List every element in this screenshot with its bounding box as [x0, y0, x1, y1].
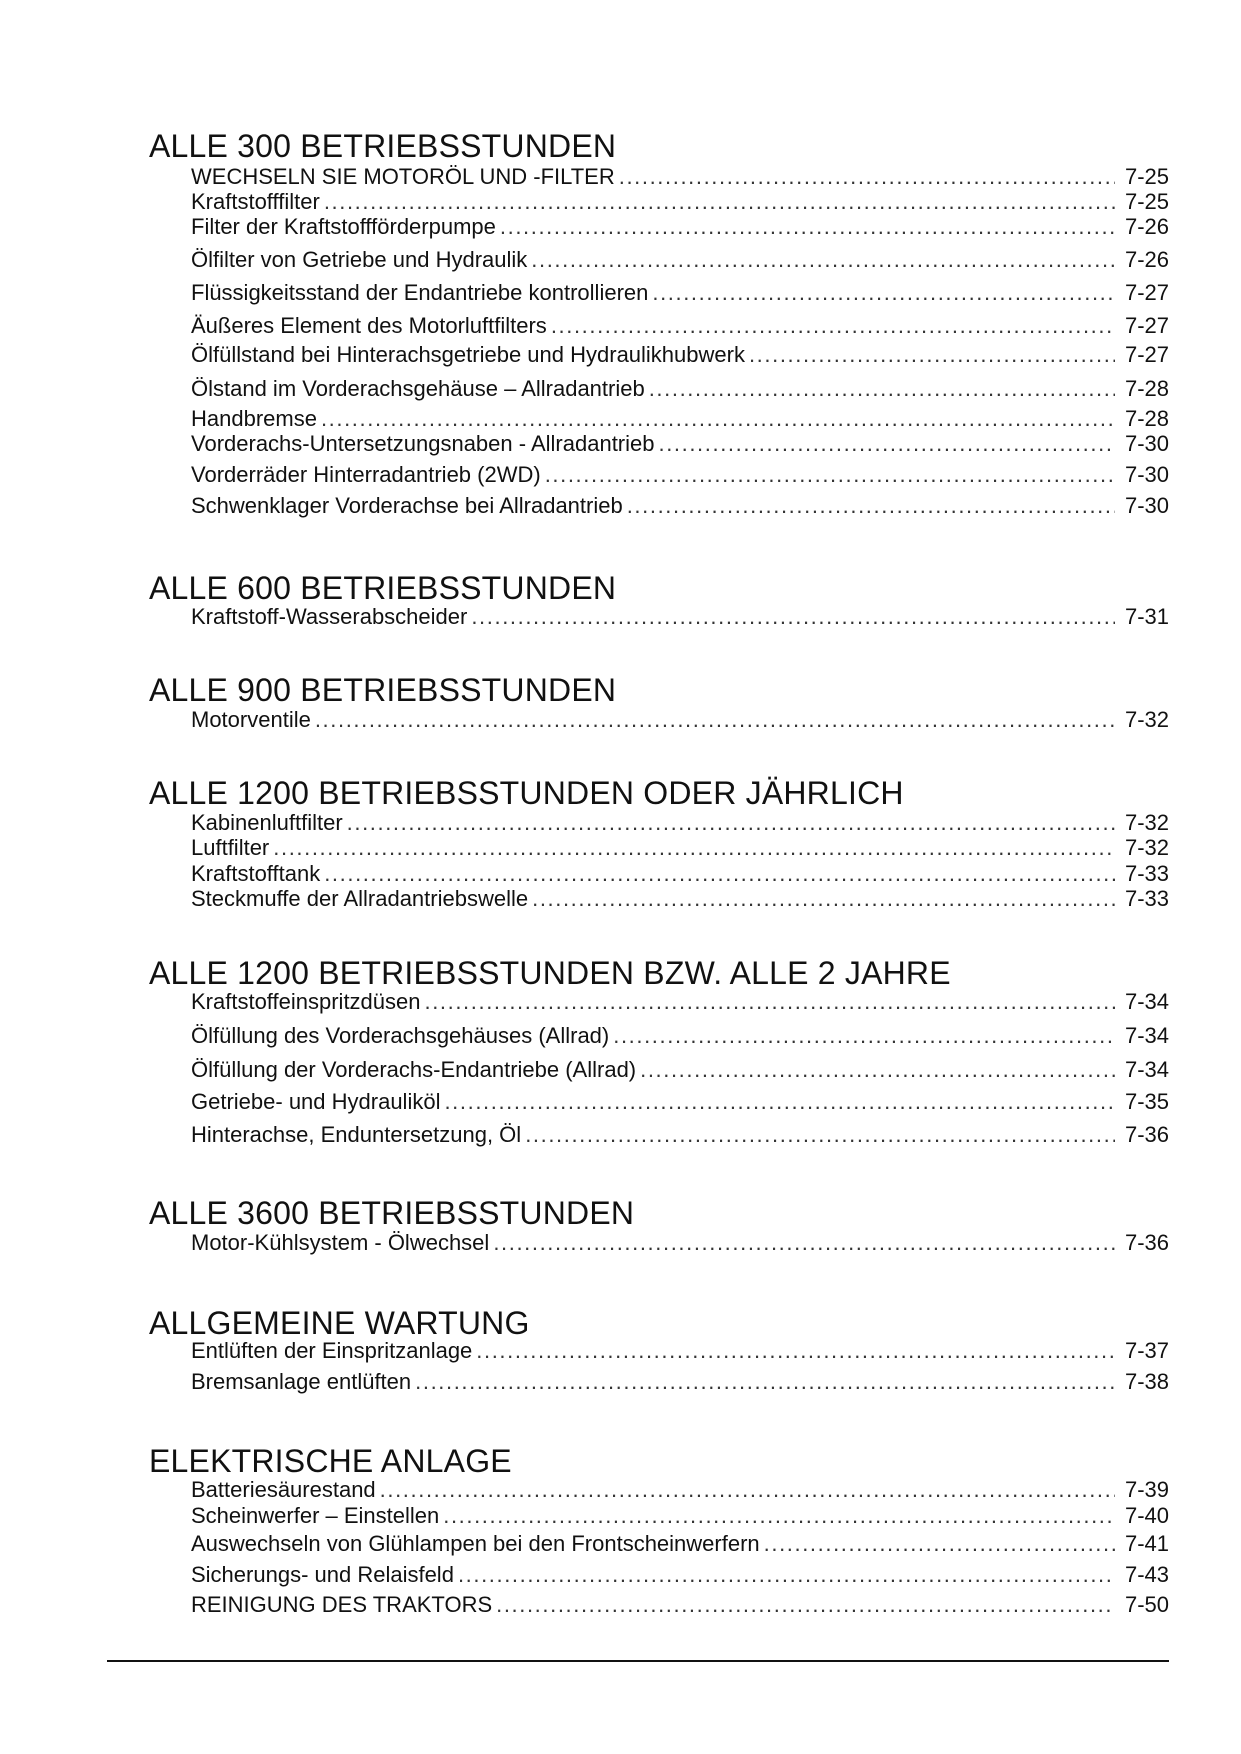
entry-title: WECHSELN SIE MOTORÖL UND -FILTER	[191, 164, 615, 189]
section-heading: ALLE 600 BETRIEBSSTUNDEN	[149, 570, 617, 606]
dot-leader	[531, 247, 1115, 273]
entry-page: 7-34	[1124, 1023, 1169, 1048]
entry-title: Entlüften der Einspritzanlage	[191, 1338, 473, 1363]
toc-entry[interactable]	[191, 1531, 1169, 1557]
toc-entry[interactable]	[191, 189, 1169, 215]
entry-title: Ölfüllung der Vorderachs-Endantriebe (Allrad)	[191, 1057, 637, 1082]
entry-title: Handbremse	[191, 406, 317, 431]
dot-leader	[425, 989, 1116, 1015]
dot-leader	[551, 313, 1115, 339]
toc-entry[interactable]	[191, 989, 1169, 1015]
toc-entry[interactable]	[191, 1369, 1169, 1395]
entry-title: Vorderräder Hinterradantrieb (2WD)	[191, 462, 541, 487]
entry-page: 7-43	[1124, 1562, 1169, 1587]
dot-leader	[347, 810, 1115, 836]
entry-title: Ölfilter von Getriebe und Hydraulik	[191, 247, 528, 272]
dot-leader	[415, 1369, 1115, 1395]
toc-entry[interactable]	[191, 1023, 1169, 1049]
entry-page: 7-26	[1124, 214, 1169, 239]
toc-entry[interactable]	[191, 1503, 1169, 1529]
entry-title: Steckmuffe der Allradantriebswelle	[191, 886, 529, 911]
entry-title: Batteriesäurestand	[191, 1477, 376, 1502]
entry-title: Hinterachse, Enduntersetzung, Öl	[191, 1122, 522, 1147]
entry-title: Motor-Kühlsystem - Ölwechsel	[191, 1230, 490, 1255]
entry-title: Äußeres Element des Motorluftfilters	[191, 313, 547, 338]
toc-entry[interactable]	[191, 247, 1169, 273]
section-heading: ALLE 900 BETRIEBSSTUNDEN	[149, 672, 617, 708]
entry-page: 7-39	[1124, 1477, 1169, 1502]
entry-page: 7-36	[1124, 1122, 1169, 1147]
entry-title: Luftfilter	[191, 835, 270, 860]
entry-title: Ölfüllung des Vorderachsgehäuses (Allrad)	[191, 1023, 610, 1048]
toc-entry[interactable]	[191, 1562, 1169, 1588]
entry-page: 7-30	[1124, 493, 1169, 518]
entry-page: 7-30	[1124, 462, 1169, 487]
entry-title: REINIGUNG DES TRAKTORS	[191, 1592, 493, 1617]
entry-page: 7-27	[1124, 313, 1169, 338]
entry-page: 7-27	[1124, 342, 1169, 367]
entry-title: Filter der Kraftstoffförderpumpe	[191, 214, 496, 239]
toc-entry[interactable]	[191, 1477, 1169, 1503]
dot-leader	[273, 835, 1115, 861]
toc-section-600h	[149, 570, 1169, 629]
dot-leader	[649, 376, 1115, 402]
toc-entry[interactable]	[191, 604, 1169, 630]
section-heading: ALLE 3600 BETRIEBSSTUNDEN	[149, 1195, 635, 1231]
entry-page: 7-28	[1124, 376, 1169, 401]
toc-entry[interactable]	[191, 886, 1169, 912]
toc-entry[interactable]	[191, 810, 1169, 836]
dot-leader	[458, 1562, 1115, 1588]
entry-page: 7-25	[1124, 164, 1169, 189]
toc-section-300h	[149, 128, 1169, 518]
dot-leader	[380, 1477, 1115, 1503]
toc-entry[interactable]	[191, 1122, 1169, 1148]
entry-page: 7-34	[1124, 989, 1169, 1014]
toc-section-1200h-yearly	[149, 775, 1169, 911]
dot-leader	[496, 1592, 1115, 1618]
entry-title: Schwenklager Vorderachse bei Allradantrieb	[191, 493, 623, 518]
toc-entry[interactable]	[191, 1089, 1169, 1115]
dot-leader	[525, 1122, 1115, 1148]
entry-title: Scheinwerfer – Einstellen	[191, 1503, 440, 1528]
dot-leader	[476, 1338, 1115, 1364]
entry-page: 7-26	[1124, 247, 1169, 272]
entry-title: Ölstand im Vorderachsgehäuse – Allradantrieb	[191, 376, 645, 401]
footer-rule	[107, 1660, 1169, 1662]
section-heading: ALLE 300 BETRIEBSSTUNDEN	[149, 128, 617, 164]
dot-leader	[619, 164, 1115, 190]
toc-section-3600h	[149, 1195, 1169, 1255]
toc-entry[interactable]	[191, 861, 1169, 887]
dot-leader	[627, 493, 1115, 519]
section-heading: ELEKTRISCHE ANLAGE	[149, 1443, 512, 1479]
toc-entry[interactable]	[191, 376, 1169, 402]
entry-page: 7-38	[1124, 1369, 1169, 1394]
entry-title: Flüssigkeitsstand der Endantriebe kontrollieren	[191, 280, 649, 305]
toc-section-general-maintenance	[149, 1305, 1169, 1394]
dot-leader	[500, 214, 1115, 240]
dot-leader	[532, 886, 1115, 912]
dot-leader	[652, 280, 1115, 306]
dot-leader	[443, 1503, 1115, 1529]
dot-leader	[545, 462, 1115, 488]
entry-page: 7-32	[1124, 835, 1169, 860]
toc-entry[interactable]	[191, 313, 1169, 339]
section-heading: ALLE 1200 BETRIEBSSTUNDEN ODER JÄHRLICH	[149, 775, 904, 811]
entry-page: 7-25	[1124, 189, 1169, 214]
dot-leader	[764, 1531, 1115, 1557]
entry-page: 7-31	[1124, 604, 1169, 629]
dot-leader	[444, 1089, 1115, 1115]
entry-title: Kraftstofffilter	[191, 189, 320, 214]
dot-leader	[640, 1057, 1115, 1083]
toc-entry[interactable]	[191, 164, 1169, 190]
entry-page: 7-50	[1124, 1592, 1169, 1617]
toc-entry[interactable]	[191, 462, 1169, 488]
toc-section-electrical	[149, 1443, 1169, 1617]
toc-section-1200h-2years	[149, 955, 1169, 1147]
toc-entry[interactable]	[191, 406, 1169, 432]
toc-entry[interactable]	[191, 1592, 1169, 1618]
section-heading: ALLGEMEINE WARTUNG	[149, 1305, 530, 1341]
dot-leader	[749, 342, 1115, 368]
toc-section-900h	[149, 672, 1169, 732]
entry-page: 7-33	[1124, 886, 1169, 911]
entry-page: 7-35	[1124, 1089, 1169, 1114]
toc-entry[interactable]	[191, 1230, 1169, 1256]
dot-leader	[321, 406, 1115, 432]
dot-leader	[493, 1230, 1115, 1256]
entry-title: Kraftstofftank	[191, 861, 321, 886]
toc-entry[interactable]	[191, 280, 1169, 306]
entry-page: 7-41	[1124, 1531, 1169, 1556]
entry-page: 7-36	[1124, 1230, 1169, 1255]
entry-page: 7-30	[1124, 431, 1169, 456]
toc-entry[interactable]	[191, 214, 1169, 240]
dot-leader	[613, 1023, 1115, 1049]
toc-entry[interactable]	[191, 1057, 1169, 1083]
entry-title: Auswechseln von Glühlampen bei den Frontscheinwerfern	[191, 1531, 760, 1556]
entry-page: 7-28	[1124, 406, 1169, 431]
entry-page: 7-40	[1124, 1503, 1169, 1528]
toc-entry[interactable]	[191, 835, 1169, 861]
entry-page: 7-32	[1124, 707, 1169, 732]
dot-leader	[324, 189, 1115, 215]
dot-leader	[324, 861, 1115, 887]
entry-page: 7-27	[1124, 280, 1169, 305]
entry-title: Kraftstoffeinspritzdüsen	[191, 989, 421, 1014]
entry-title: Vorderachs-Untersetzungsnaben - Allradantrieb	[191, 431, 655, 456]
entry-title: Ölfüllstand bei Hinterachsgetriebe und Hydraulikhubwerk	[191, 342, 745, 367]
toc-entry[interactable]	[191, 493, 1169, 519]
entry-title: Kabinenluftfilter	[191, 810, 343, 835]
entry-title: Motorventile	[191, 707, 311, 732]
section-heading: ALLE 1200 BETRIEBSSTUNDEN BZW. ALLE 2 JAHRE	[149, 955, 951, 991]
toc-entry[interactable]	[191, 1338, 1169, 1364]
entry-title: Sicherungs- und Relaisfeld	[191, 1562, 454, 1587]
toc-entry[interactable]	[191, 342, 1169, 368]
entry-title: Bremsanlage entlüften	[191, 1369, 412, 1394]
toc-entry[interactable]	[191, 431, 1169, 457]
toc-entry[interactable]	[191, 707, 1169, 733]
entry-page: 7-37	[1124, 1338, 1169, 1363]
entry-page: 7-34	[1124, 1057, 1169, 1082]
entry-page: 7-33	[1124, 861, 1169, 886]
entry-title: Getriebe- und Hydrauliköl	[191, 1089, 441, 1114]
dot-leader	[471, 604, 1115, 630]
entry-page: 7-32	[1124, 810, 1169, 835]
dot-leader	[315, 707, 1115, 733]
entry-title: Kraftstoff-Wasserabscheider	[191, 604, 468, 629]
dot-leader	[659, 431, 1116, 457]
